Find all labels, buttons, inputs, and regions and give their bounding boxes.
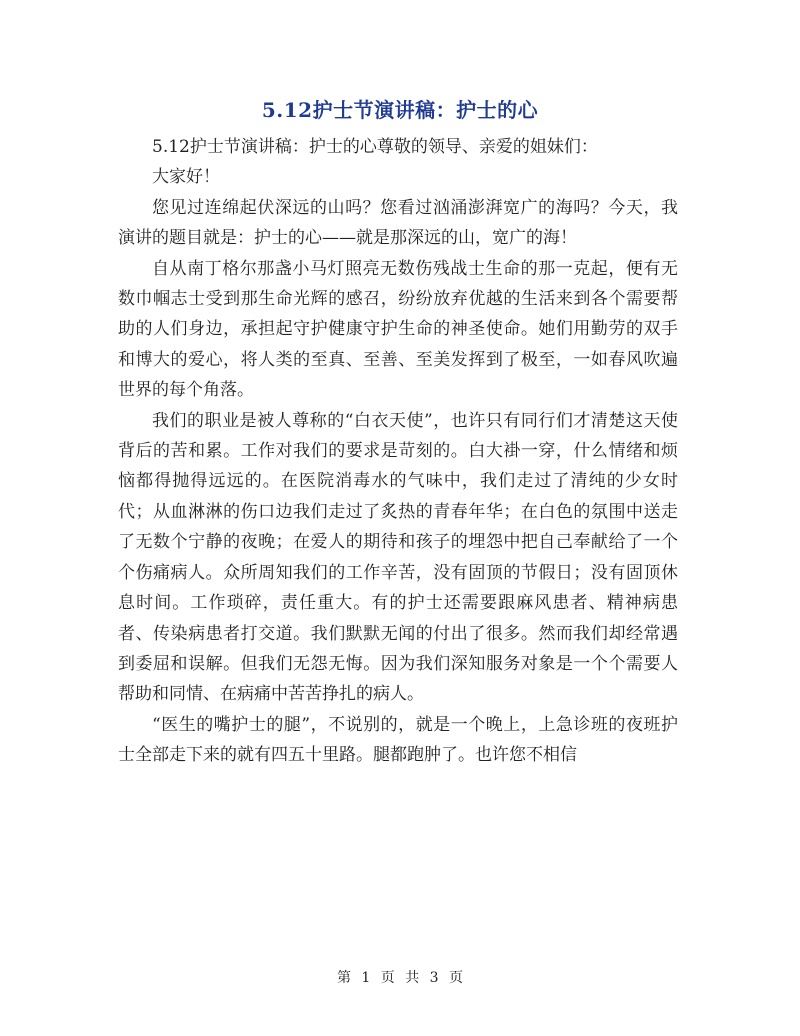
paragraph-nightingale: 自从南丁格尔那盏小马灯照亮无数伤残战士生命的那一克起，便有无数巾帼志士受到那生命光辉的感召，纷纷放弃优越的生活来到各个需要帮助的人们身边，承担起守护健康守护生命的神圣使命。她们用勤劳的双手和博大的爱心，将人类的至真、至善、至美发挥到了极至，一如春风吹遍世界的每个角落。: [118, 258, 678, 401]
paragraph-night-shift: “医生的嘴护士的腿”，不说别的，就是一个晚上，上急诊班的夜班护士全部走下来的就有四五十里路。腿都跑肿了。也许您不相信: [118, 714, 678, 766]
paragraph-hello: 大家好！: [152, 167, 220, 188]
document-body: [118, 132, 678, 771]
page-number-footer: 第 1 页 共 3 页: [336, 970, 464, 986]
paragraph-greeting-line: 5.12护士节演讲稿：护士的心尊敬的领导、亲爱的姐妹们：: [152, 137, 598, 157]
paragraph-intro: 您见过连绵起伏深远的山吗？您看过汹涌澎湃宽广的海吗？今天，我演讲的题目就是：护士的心——就是那深远的山，宽广的海！: [118, 197, 678, 249]
paragraph-profession: 我们的职业是被人尊称的“白衣天使”，也许只有同行们才清楚这天使背后的苦和累。工作对我们的要求是苛刻的。白大褂一穿，什么情绪和烦恼都得抛得远远的。在医院消毒水的气味中，我们走过了清纯的少女时代；从血淋淋的伤口边我们走过了炙热的青春年华；在白色的氛围中送走了无数个宁静的夜晚；在爱人的期待和孩子的埋怨中把自己奉献给了一个个伤痛病人。众所周知我们的工作辛苦，没有固顶的节假日；没有固顶休息时间。工作琐碎，责任重大。有的护士还需要跟麻风患者、精神病患者、传染病患者打交道。我们默默无闻的付出了很多。然而我们却经常遇到委屈和误解。但我们无怨无悔。因为我们深知服务对象是一个个需要人帮助和同情、在病痛中苦苦挣扎的病人。: [118, 410, 678, 705]
document-title: 5.12护士节演讲稿：护士的心: [261, 98, 539, 122]
